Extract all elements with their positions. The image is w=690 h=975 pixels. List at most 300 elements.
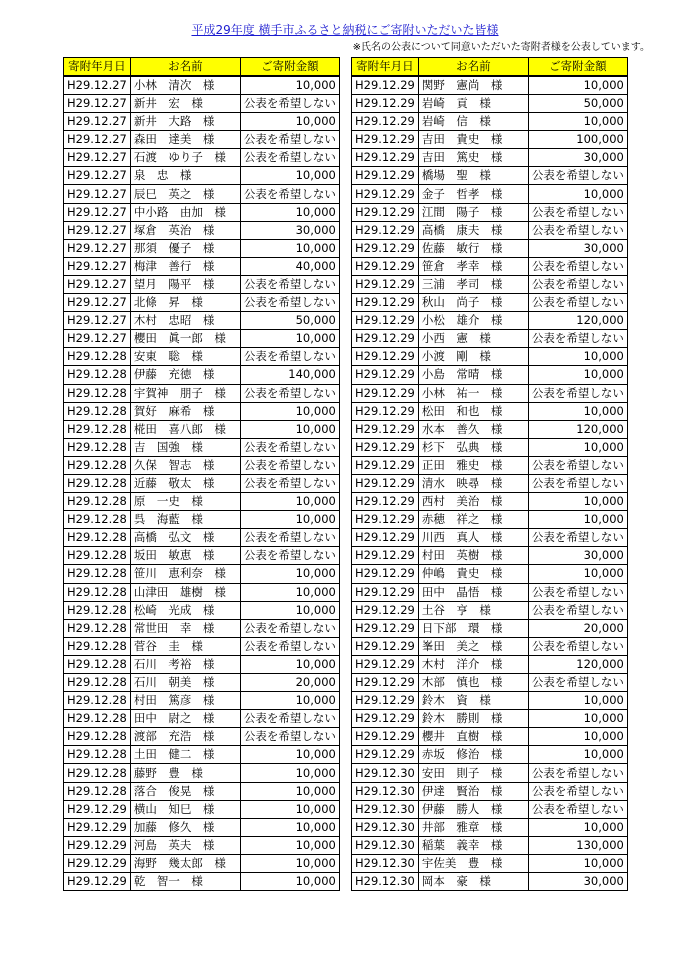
table-row [352,312,628,330]
table-row [352,728,628,746]
donation-date-cell: H29.12.30 [352,800,419,818]
donor-table-left [63,57,340,891]
donation-amount-cell: 20,000 [240,674,339,692]
donation-amount-cell: 120,000 [528,312,627,330]
donor-name-cell: 田中 尉之 様 [130,710,240,728]
donor-name-cell: 三浦 孝司 様 [418,275,528,293]
donor-name-cell: 近藤 敬太 様 [130,474,240,492]
donation-amount-cell: 10,000 [528,710,627,728]
donor-name-cell: 石川 朝美 様 [130,674,240,692]
donation-date-cell: H29.12.28 [64,511,131,529]
donation-amount-cell: 公表を希望しない [528,257,627,275]
donor-name-cell: 田中 晶悟 様 [418,583,528,601]
donor-name-cell: 櫻井 直樹 様 [418,728,528,746]
donor-name-cell: 金子 哲孝 様 [418,185,528,203]
table-row [352,149,628,167]
donation-amount-cell: 10,000 [528,76,627,95]
donation-date-cell: H29.12.28 [64,637,131,655]
donation-date-cell: H29.12.28 [64,474,131,492]
donation-amount-cell: 10,000 [240,239,339,257]
donation-amount-cell: 公表を希望しない [528,674,627,692]
table-row [352,583,628,601]
table-row [64,818,340,836]
table-row [64,294,340,312]
donation-amount-cell: 100,000 [528,131,627,149]
donor-name-cell: 安東 聡 様 [130,348,240,366]
table-row [64,239,340,257]
donation-amount-cell: 公表を希望しない [528,456,627,474]
donor-name-cell: 高橋 弘文 様 [130,529,240,547]
donor-name-cell: 久保 智志 様 [130,456,240,474]
donor-name-cell: 岡本 豪 様 [418,873,528,891]
donation-date-cell: H29.12.29 [352,637,419,655]
donor-name-cell: 安田 則子 様 [418,764,528,782]
donor-name-cell: 小島 常晴 様 [418,366,528,384]
donation-amount-cell: 公表を希望しない [528,601,627,619]
donor-name-cell: 川西 真人 様 [418,529,528,547]
donation-amount-cell: 10,000 [240,420,339,438]
donation-date-cell: H29.12.30 [352,854,419,872]
donation-date-cell: H29.12.29 [352,456,419,474]
donor-name-cell: 常世田 幸 様 [130,619,240,637]
donor-name-cell: 賀好 麻希 様 [130,402,240,420]
donation-amount-cell: 公表を希望しない [528,764,627,782]
donor-name-cell: 鈴木 勝則 様 [418,710,528,728]
donation-amount-cell: 50,000 [528,95,627,113]
donation-amount-cell: 10,000 [528,438,627,456]
header-date: 寄附年月日 [352,58,419,77]
table-row [352,619,628,637]
donor-name-cell: 高橋 康夫 様 [418,221,528,239]
donor-name-cell: 坂田 敏恵 様 [130,547,240,565]
donation-amount-cell: 公表を希望しない [240,637,339,655]
donation-amount-cell: 10,000 [240,511,339,529]
donation-amount-cell: 公表を希望しない [240,710,339,728]
donor-name-cell: 落合 俊晃 様 [130,782,240,800]
donation-amount-cell: 10,000 [528,565,627,583]
donation-amount-cell: 20,000 [528,619,627,637]
table-row [64,547,340,565]
donation-date-cell: H29.12.28 [64,565,131,583]
table-row [64,221,340,239]
donation-date-cell: H29.12.27 [64,312,131,330]
donation-amount-cell: 10,000 [240,836,339,854]
donor-name-cell: 井部 雅章 様 [418,818,528,836]
donor-name-cell: 松田 和也 様 [418,402,528,420]
donor-table-right-body [352,76,628,891]
donation-amount-cell: 10,000 [528,402,627,420]
table-row [352,782,628,800]
donation-date-cell: H29.12.29 [64,836,131,854]
table-row [352,294,628,312]
donation-amount-cell: 30,000 [528,149,627,167]
donation-date-cell: H29.12.29 [352,583,419,601]
donor-table-left-body [64,76,340,891]
donation-date-cell: H29.12.29 [352,203,419,221]
table-row [64,674,340,692]
table-row [352,511,628,529]
donation-date-cell: H29.12.28 [64,746,131,764]
donation-amount-cell: 公表を希望しない [528,330,627,348]
donation-date-cell: H29.12.28 [64,456,131,474]
table-row [64,366,340,384]
donation-amount-cell: 公表を希望しない [528,384,627,402]
donation-amount-cell: 10,000 [528,511,627,529]
donation-date-cell: H29.12.28 [64,438,131,456]
donation-amount-cell: 130,000 [528,836,627,854]
donor-name-cell: 新井 宏 様 [130,95,240,113]
donation-date-cell: H29.12.27 [64,294,131,312]
donation-date-cell: H29.12.29 [352,167,419,185]
table-row [352,95,628,113]
header-amount: ご寄附金額 [240,58,339,77]
table-row [352,167,628,185]
donation-date-cell: H29.12.29 [352,76,419,95]
table-row [352,674,628,692]
donation-date-cell: H29.12.27 [64,95,131,113]
donation-date-cell: H29.12.29 [352,185,419,203]
donor-name-cell: 森田 達美 様 [130,131,240,149]
table-row [64,185,340,203]
donation-date-cell: H29.12.29 [352,601,419,619]
table-row [64,438,340,456]
donor-name-cell: 石渡 ゆり子 様 [130,149,240,167]
donation-amount-cell: 公表を希望しない [528,782,627,800]
donor-name-cell: 鈴木 資 様 [418,692,528,710]
donation-date-cell: H29.12.28 [64,728,131,746]
table-row [352,366,628,384]
donor-name-cell: 村田 篤彦 様 [130,692,240,710]
donation-amount-cell: 公表を希望しない [240,728,339,746]
donation-date-cell: H29.12.29 [64,800,131,818]
table-row [352,746,628,764]
donation-date-cell: H29.12.27 [64,203,131,221]
donation-amount-cell: 公表を希望しない [240,149,339,167]
donor-name-cell: 木村 洋介 様 [418,655,528,673]
donor-name-cell: 山津田 雄樹 様 [130,583,240,601]
table-row [352,131,628,149]
donor-name-cell: 岩崎 信 様 [418,113,528,131]
donation-amount-cell: 10,000 [240,873,339,891]
donor-name-cell: 渡部 充浩 様 [130,728,240,746]
donor-name-cell: 土谷 亨 様 [418,601,528,619]
table-row [64,637,340,655]
donation-amount-cell: 公表を希望しない [528,167,627,185]
donation-amount-cell: 10,000 [240,854,339,872]
donation-amount-cell: 公表を希望しない [528,275,627,293]
donation-date-cell: H29.12.28 [64,493,131,511]
donation-amount-cell: 公表を希望しない [240,456,339,474]
donor-name-cell: 伊藤 充徳 様 [130,366,240,384]
table-row [64,800,340,818]
donation-date-cell: H29.12.29 [352,565,419,583]
header-amount: ご寄附金額 [528,58,627,77]
table-row [352,402,628,420]
donor-name-cell: 木部 慎也 様 [418,674,528,692]
donation-amount-cell: 30,000 [528,547,627,565]
donation-amount-cell: 公表を希望しない [240,384,339,402]
donation-amount-cell: 公表を希望しない [240,619,339,637]
disclosure-note: ※氏名の公表について同意いただいた寄附者様を公表しています。 [352,42,650,53]
donation-amount-cell: 10,000 [528,728,627,746]
donor-name-cell: 小西 憲 様 [418,330,528,348]
donation-amount-cell: 30,000 [528,873,627,891]
table-row [352,854,628,872]
table-row [352,565,628,583]
donation-date-cell: H29.12.29 [352,257,419,275]
table-row [64,474,340,492]
table-row [64,782,340,800]
table-row [64,113,340,131]
donor-name-cell: 望月 陽平 様 [130,275,240,293]
donation-amount-cell: 10,000 [240,167,339,185]
donor-name-cell: 菅谷 圭 様 [130,637,240,655]
donation-amount-cell: 10,000 [240,402,339,420]
donation-date-cell: H29.12.29 [352,131,419,149]
donation-amount-cell: 10,000 [240,782,339,800]
table-row [64,619,340,637]
donor-name-cell: 梅津 善行 様 [130,257,240,275]
donation-date-cell: H29.12.29 [352,493,419,511]
donation-amount-cell: 10,000 [528,493,627,511]
donor-name-cell: 土田 健二 様 [130,746,240,764]
donation-amount-cell: 10,000 [240,601,339,619]
table-row [352,456,628,474]
donor-name-cell: 木村 忠昭 様 [130,312,240,330]
table-row [352,257,628,275]
table-row [64,95,340,113]
donation-date-cell: H29.12.29 [352,692,419,710]
donation-date-cell: H29.12.28 [64,655,131,673]
donation-date-cell: H29.12.28 [64,674,131,692]
donation-date-cell: H29.12.27 [64,239,131,257]
table-row [64,348,340,366]
donation-date-cell: H29.12.30 [352,873,419,891]
donor-name-cell: 赤穂 祥之 様 [418,511,528,529]
donation-date-cell: H29.12.29 [352,366,419,384]
donor-name-cell: 笹倉 孝幸 様 [418,257,528,275]
donation-amount-cell: 10,000 [240,493,339,511]
donation-amount-cell: 公表を希望しない [240,294,339,312]
donation-date-cell: H29.12.29 [352,619,419,637]
donation-amount-cell: 公表を希望しない [240,185,339,203]
table-row [64,131,340,149]
donor-name-cell: 那須 優子 様 [130,239,240,257]
table-row [352,529,628,547]
table-row [352,655,628,673]
table-row [352,800,628,818]
donation-amount-cell: 公表を希望しない [240,131,339,149]
donation-date-cell: H29.12.29 [352,547,419,565]
donor-name-cell: 仲嶋 貴史 様 [418,565,528,583]
donation-amount-cell: 10,000 [240,583,339,601]
donation-date-cell: H29.12.29 [352,529,419,547]
donation-amount-cell: 120,000 [528,420,627,438]
donation-amount-cell: 10,000 [240,76,339,95]
donation-amount-cell: 公表を希望しない [240,95,339,113]
table-row [64,167,340,185]
donation-date-cell: H29.12.29 [64,873,131,891]
donation-date-cell: H29.12.29 [352,420,419,438]
donor-name-cell: 小松 雄介 様 [418,312,528,330]
donor-name-cell: 正田 雅史 様 [418,456,528,474]
donation-date-cell: H29.12.27 [64,149,131,167]
header-name: お名前 [418,58,528,77]
donor-name-cell: 小渡 剛 様 [418,348,528,366]
donor-name-cell: 原 一史 様 [130,493,240,511]
donor-name-cell: 秋山 尚子 様 [418,294,528,312]
table-row [64,529,340,547]
donation-date-cell: H29.12.28 [64,384,131,402]
donation-date-cell: H29.12.30 [352,764,419,782]
donation-date-cell: H29.12.29 [352,149,419,167]
donor-name-cell: 椛田 喜八郎 様 [130,420,240,438]
table-row [64,710,340,728]
donation-amount-cell: 50,000 [240,312,339,330]
donor-name-cell: 辰巳 英之 様 [130,185,240,203]
donation-amount-cell: 10,000 [528,818,627,836]
donation-amount-cell: 公表を希望しない [240,474,339,492]
header-name: お名前 [130,58,240,77]
donation-amount-cell: 公表を希望しない [240,438,339,456]
donation-date-cell: H29.12.28 [64,710,131,728]
donation-date-cell: H29.12.29 [64,854,131,872]
donor-name-cell: 稲葉 義幸 様 [418,836,528,854]
donation-amount-cell: 10,000 [528,113,627,131]
table-row [352,239,628,257]
table-row [352,384,628,402]
table-row [352,275,628,293]
donation-date-cell: H29.12.29 [352,239,419,257]
donation-amount-cell: 10,000 [240,746,339,764]
donor-name-cell: 峯田 美之 様 [418,637,528,655]
donation-amount-cell: 公表を希望しない [240,529,339,547]
donor-name-cell: 泉 忠 様 [130,167,240,185]
donation-date-cell: H29.12.29 [352,312,419,330]
donor-name-cell: 橋場 聖 様 [418,167,528,185]
table-row [64,565,340,583]
table-row [352,113,628,131]
donation-date-cell: H29.12.27 [64,131,131,149]
donation-amount-cell: 公表を希望しない [240,275,339,293]
donation-date-cell: H29.12.27 [64,330,131,348]
donation-amount-cell: 10,000 [240,113,339,131]
donor-name-cell: 西村 美治 様 [418,493,528,511]
donation-amount-cell: 10,000 [528,692,627,710]
donor-name-cell: 乾 智一 様 [130,873,240,891]
table-row [64,456,340,474]
donation-date-cell: H29.12.28 [64,601,131,619]
table-row [352,203,628,221]
table-row [352,818,628,836]
table-row [64,873,340,891]
donor-name-cell: 宇賀神 朋子 様 [130,384,240,402]
donor-name-cell: 伊藤 勝人 様 [418,800,528,818]
donation-date-cell: H29.12.27 [64,113,131,131]
donor-name-cell: 伊達 賢治 様 [418,782,528,800]
donor-name-cell: 北條 昇 様 [130,294,240,312]
donation-date-cell: H29.12.28 [64,366,131,384]
donor-name-cell: 佐藤 敏行 様 [418,239,528,257]
donation-amount-cell: 10,000 [240,203,339,221]
table-header-row [352,58,628,77]
donation-date-cell: H29.12.29 [352,113,419,131]
table-row [64,420,340,438]
donation-amount-cell: 10,000 [240,655,339,673]
donor-name-cell: 水本 善久 様 [418,420,528,438]
table-header-row [64,58,340,77]
table-row [64,76,340,95]
table-row [352,76,628,95]
table-row [64,149,340,167]
table-row [352,185,628,203]
table-row [352,601,628,619]
donor-name-cell: 櫻田 眞一郎 様 [130,330,240,348]
donation-date-cell: H29.12.29 [352,275,419,293]
donation-amount-cell: 公表を希望しない [528,637,627,655]
donor-name-cell: 日下部 環 様 [418,619,528,637]
donation-amount-cell: 10,000 [240,692,339,710]
donation-amount-cell: 10,000 [528,366,627,384]
table-row [64,312,340,330]
donation-amount-cell: 30,000 [240,221,339,239]
donation-date-cell: H29.12.29 [352,511,419,529]
table-row [64,836,340,854]
table-row [64,746,340,764]
donor-name-cell: 横山 知巳 様 [130,800,240,818]
donor-name-cell: 小林 祐一 様 [418,384,528,402]
donation-date-cell: H29.12.29 [352,474,419,492]
donation-date-cell: H29.12.29 [352,402,419,420]
table-row [64,854,340,872]
donation-date-cell: H29.12.29 [352,746,419,764]
donation-date-cell: H29.12.27 [64,185,131,203]
table-row [352,547,628,565]
table-row [64,402,340,420]
donor-name-cell: 岩崎 貢 様 [418,95,528,113]
donor-name-cell: 村田 英樹 様 [418,547,528,565]
donation-date-cell: H29.12.29 [352,330,419,348]
donation-amount-cell: 10,000 [528,854,627,872]
donation-amount-cell: 公表を希望しない [528,474,627,492]
donation-date-cell: H29.12.27 [64,167,131,185]
donation-date-cell: H29.12.27 [64,76,131,95]
donor-name-cell: 清水 映尋 様 [418,474,528,492]
donor-name-cell: 吉田 篤史 様 [418,149,528,167]
donor-name-cell: 笹川 恵利奈 様 [130,565,240,583]
table-row [352,438,628,456]
donor-name-cell: 吉田 貴史 様 [418,131,528,149]
donation-amount-cell: 10,000 [528,185,627,203]
donation-amount-cell: 10,000 [240,764,339,782]
donation-date-cell: H29.12.29 [352,348,419,366]
table-row [64,511,340,529]
donor-name-cell: 加藤 修久 様 [130,818,240,836]
donation-amount-cell: 公表を希望しない [528,529,627,547]
table-row [352,474,628,492]
table-row [64,728,340,746]
donation-date-cell: H29.12.29 [352,655,419,673]
donation-amount-cell: 公表を希望しない [528,294,627,312]
donor-name-cell: 石川 考裕 様 [130,655,240,673]
table-row [64,493,340,511]
donation-amount-cell: 10,000 [240,818,339,836]
table-row [64,692,340,710]
donor-table-right [351,57,628,891]
donation-amount-cell: 140,000 [240,366,339,384]
donation-amount-cell: 10,000 [528,746,627,764]
donation-date-cell: H29.12.29 [64,818,131,836]
